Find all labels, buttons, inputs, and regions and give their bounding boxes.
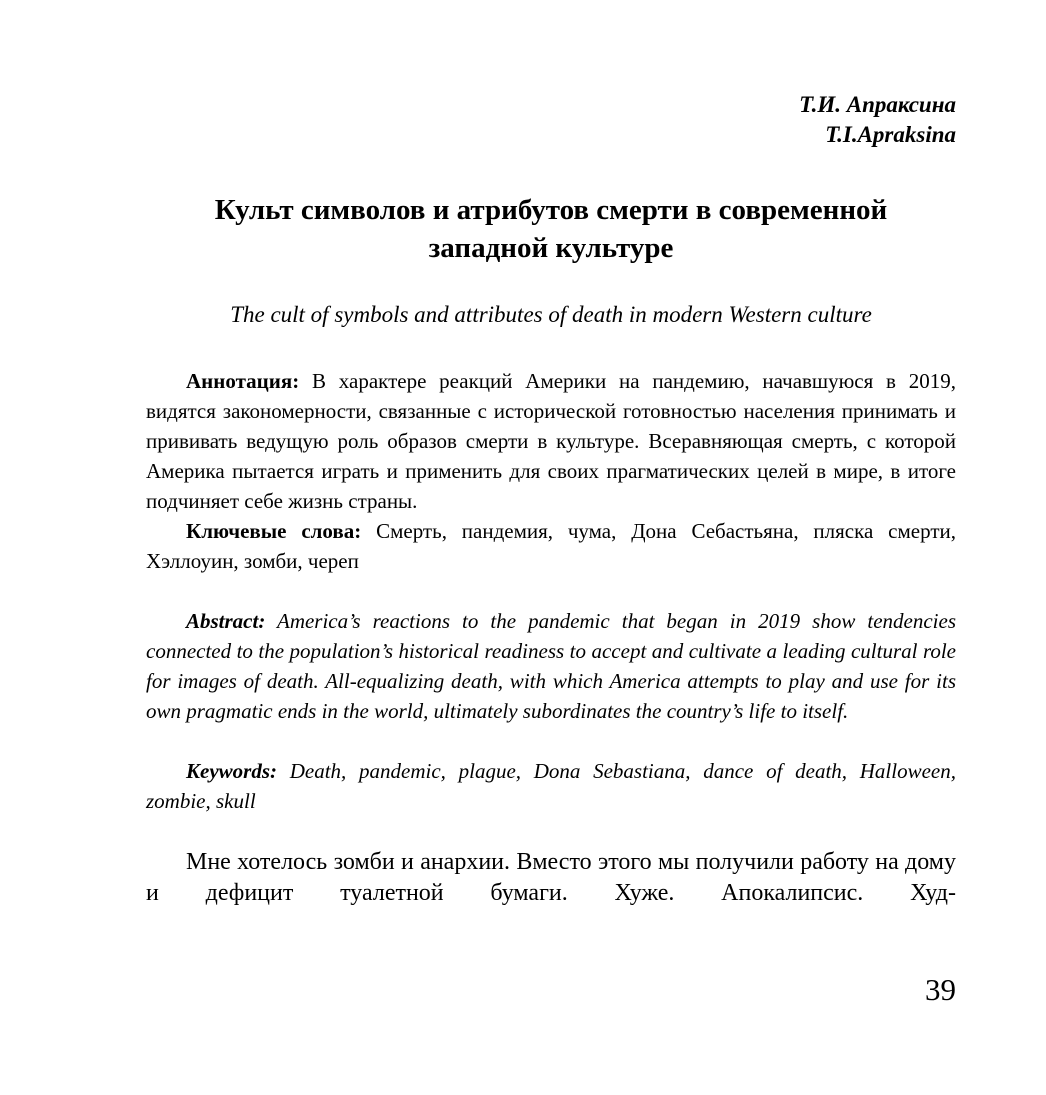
abstract-russian-text: В характере реакций Америки на пандемию, начавшуюся в 2019, видятся закономерности, связанные с исторической готовностью населения принимать и прививать ведущую роль образов смерти в культуре. Всеравняющая смерть, с которой Америка пытается играть и применить для своих прагматических целей в мире, в итоге подчиняет себе жизнь страны. xyxy=(146,369,956,513)
keywords-english-text: Death, pandemic, plague, Dona Sebastiana, dance of death, Halloween, zombie, skull xyxy=(146,759,956,813)
body-lead-paragraph: Мне хотелось зомби и анархии. Вместо этого мы получили работу на дому и дефицит туалетной бумаги. Хуже. Апокалипсис. Худ- xyxy=(146,849,956,906)
abstract-russian xyxy=(146,366,956,516)
keywords-russian-label: Ключевые слова: xyxy=(186,519,362,543)
article-page xyxy=(146,0,956,1095)
abstract-english-text: America’s reactions to the pandemic that began in 2019 show tendencies connected to the population’s historical readiness to accept and cultivate a leading cultural role for images of death. All-equalizing death, with which America attempts to play and use for its own pragmatic ends in the world, ultimately subordinates the country’s life to itself. xyxy=(146,609,956,723)
author-name-english: T.I.Apraksina xyxy=(825,122,956,147)
page-number: 39 xyxy=(925,972,956,1007)
keywords-russian-text: Смерть, пандемия, чума, Дона Себастьяна, пляска смерти, Хэллоуин, зомби, череп xyxy=(146,519,956,573)
author-name-russian: Т.И. Апраксина xyxy=(799,92,956,117)
abstract-russian-label: Аннотация: xyxy=(186,369,300,393)
abstract-english-label: Abstract: xyxy=(186,609,266,633)
keywords-english xyxy=(146,756,956,816)
abstract-english xyxy=(146,606,956,726)
authors-block xyxy=(799,90,956,150)
keywords-russian xyxy=(146,516,956,576)
keywords-english-label: Keywords: xyxy=(186,759,277,783)
article-title-english: The cult of symbols and attributes of death in modern Western culture xyxy=(230,302,872,327)
article-title: Культ символов и атрибутов смерти в современной западной культуре xyxy=(214,194,888,264)
